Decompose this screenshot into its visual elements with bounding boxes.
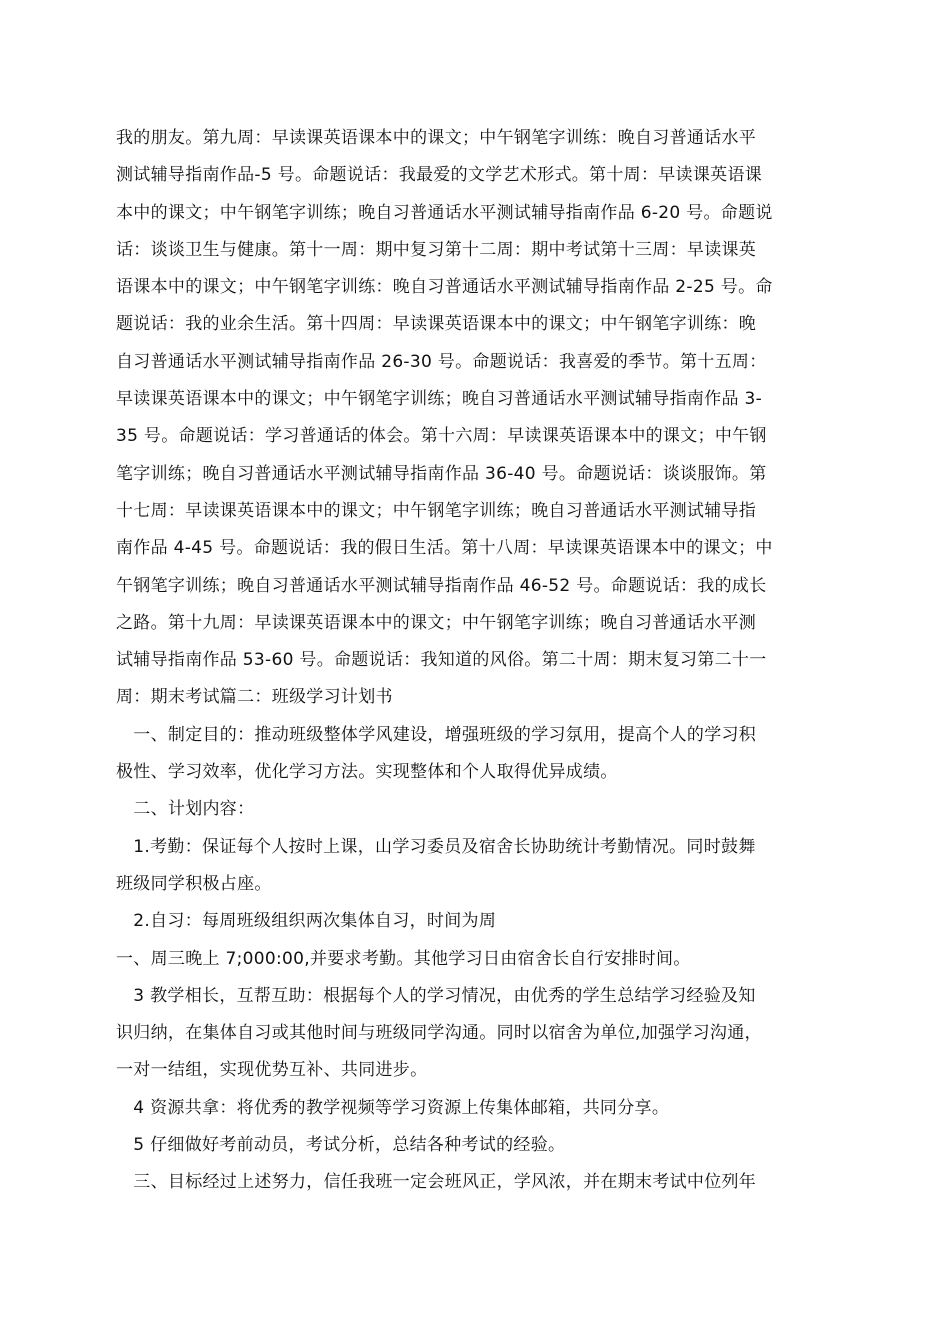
- text-line: 二、计划内容：: [116, 799, 255, 820]
- text-line: 早读课英语课本中的课文；中午钢笔字训练；晚自习普通话水平测试辅导指南作品 3-: [116, 389, 763, 410]
- text-line: 1.考勤：保证每个人按时上课，山学习委员及宿舍长协助统计考勤情况。同时鼓舞: [116, 836, 756, 857]
- text-line: 2.自习：每周班级组织两次集体自习，时间为周: [116, 911, 497, 932]
- text-line: 十七周：早读课英语课本中的课文；中午钢笔字训练；晚自习普通话水平测试辅导指: [116, 500, 757, 521]
- text-line: 自习普通话水平测试辅导指南作品 26-30 号。命题说话：我喜爱的季节。第十五周：: [116, 351, 767, 372]
- text-line: 测试辅导指南作品-5 号。命题说话：我最爱的文学艺术形式。第十周：早读课英语课: [116, 165, 763, 186]
- document-body: [116, 120, 836, 1202]
- text-line: 35 号。命题说话：学习普通话的体会。第十六周：早读课英语课本中的课文；中午钢: [116, 426, 767, 447]
- text-line: 语课本中的课文；中午钢笔字训练：晚自习普通话水平测试辅导指南作品 2-25 号。命: [116, 277, 773, 298]
- text-line: 一、制定目的：推动班级整体学风建设，增强班级的学习氛用，提高个人的学习积: [116, 724, 757, 745]
- text-line: 5 仔细做好考前动员，考试分析，总结各种考试的经验。: [116, 1135, 566, 1156]
- text-line: 笔字训练；晚自习普通话水平测试辅导指南作品 36-40 号。命题说话：谈谈服饰。第: [116, 463, 767, 484]
- text-line: 极性、学习效率，优化学习方法。实现整体和个人取得优异成绩。: [116, 762, 618, 783]
- text-line: 3 教学相长，互帮互助：根据每个人的学习情况，由优秀的学生总结学习经验及知: [116, 985, 756, 1006]
- text-line: 一、周三晚上 7;000:00,并要求考勤。其他学习日由宿舍长自行安排时间。: [116, 948, 691, 969]
- text-line: 话：谈谈卫生与健康。第十一周：期中复习第十二周：期中考试第十三周：早读课英: [116, 239, 757, 260]
- text-line: 我的朋友。第九周：早读课英语课本中的课文；中午钢笔字训练：晚自习普通话水平: [116, 128, 757, 148]
- text-line: 一对一结组，实现优势互补、共同进步。: [116, 1060, 428, 1081]
- text-line: 之路。第十九周：早读课英语课本中的课文；中午钢笔字训练；晚自习普通话水平测: [116, 612, 757, 633]
- text-line: 识归纳，在集体自习或其他时间与班级同学沟通。同时以宿舍为单位,加强学习沟通，: [116, 1023, 762, 1044]
- text-line: 三、目标经过上述努力，信任我班一定会班风正，学风浓，并在期末考试中位列年: [116, 1172, 757, 1193]
- text-line: 本中的课文；中午钢笔字训练；晚自习普通话水平测试辅导指南作品 6-20 号。命题说: [116, 202, 773, 223]
- text-line: 午钢笔字训练；晚自习普通话水平测试辅导指南作品 46-52 号。命题说话：我的成长: [116, 575, 767, 596]
- text-line: 周：期末考试篇二：班级学习计划书: [116, 687, 393, 708]
- text-line: 试辅导指南作品 53-60 号。命题说话：我知道的风俗。第二十周：期末复习第二十一: [116, 650, 767, 671]
- text-line: 南作品 4-45 号。命题说话：我的假日生活。第十八周：早读课英语课本中的课文；中: [116, 538, 773, 559]
- text-line: 班级同学积极占座。: [116, 873, 272, 894]
- text-line: 4 资源共拿：将优秀的教学视频等学习资源上传集体邮箱，共同分享。: [116, 1097, 670, 1118]
- text-line: 题说话：我的业余生活。第十四周：早读课英语课本中的课文；中午钢笔字训练：晚: [116, 314, 757, 335]
